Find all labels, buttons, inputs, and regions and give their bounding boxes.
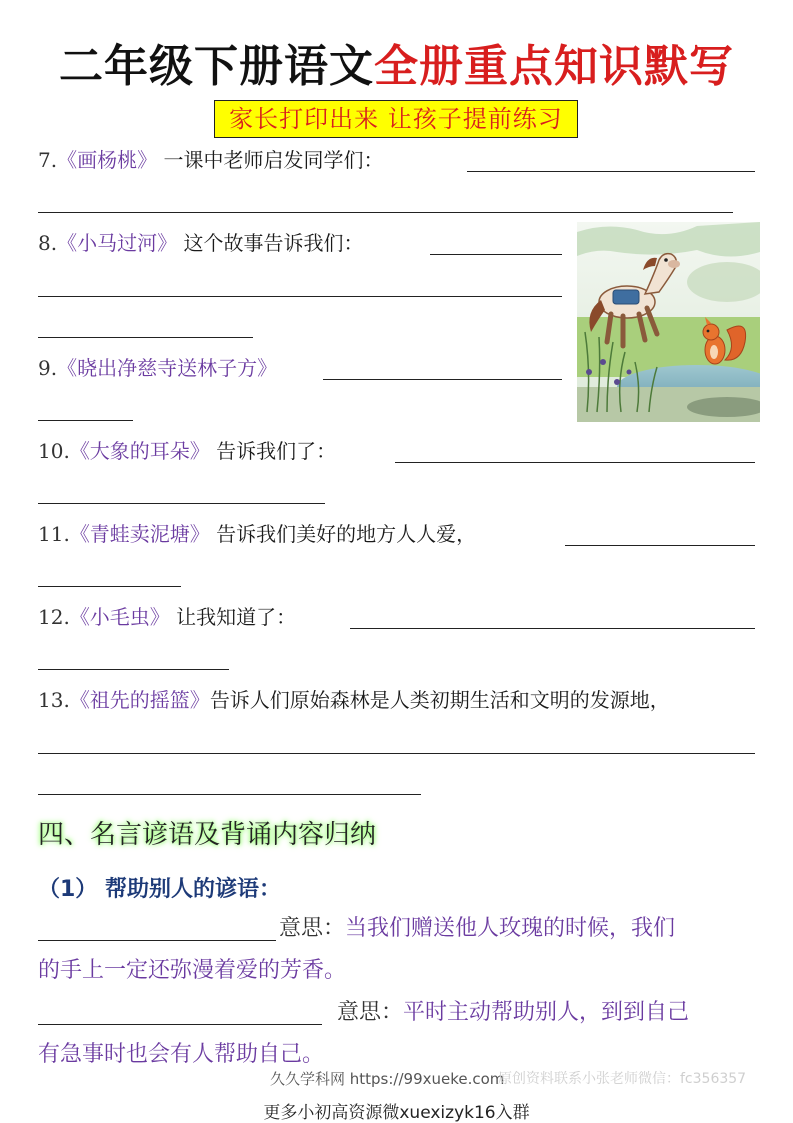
question-number: 9. (38, 356, 58, 380)
faint-watermark: 原创资料联系小张老师微信：fc356357 (498, 1071, 747, 1087)
question-number: 12. (38, 605, 70, 629)
answer-line[interactable] (565, 545, 755, 546)
question-number: 10. (38, 439, 70, 463)
page-title (0, 30, 793, 94)
question-text: 让我知道了： (169, 605, 297, 629)
question-number: 13. (38, 688, 70, 712)
subtitle-banner: 家长打印出来 让孩子提前练习 (214, 100, 578, 138)
proverb-meaning-line1 (279, 914, 675, 944)
answer-line[interactable] (38, 212, 733, 213)
question-text: 这个故事告诉我们： (177, 231, 364, 255)
answer-line[interactable] (38, 296, 562, 297)
question-13 (38, 686, 670, 714)
question-number: 7. (38, 148, 58, 172)
question-7 (38, 146, 383, 174)
question-number: 8. (38, 231, 58, 255)
proverb-answer-line[interactable] (38, 1024, 322, 1025)
meaning-label: 意思： (337, 1000, 404, 1025)
page-title-red: 全册重点知识默写 (374, 41, 734, 92)
answer-line[interactable] (38, 503, 325, 504)
answer-line[interactable] (323, 379, 562, 380)
horse-and-squirrel-illustration (577, 222, 760, 422)
book-title: 《祖先的摇篮》 (69, 688, 210, 712)
book-title: 《画杨桃》 (57, 148, 158, 172)
meaning-text: 当我们赠送他人玫瑰的时候，我们 (345, 916, 676, 941)
question-number: 11. (38, 522, 70, 546)
page-title-black: 二年级下册语文 (59, 41, 374, 92)
site-watermark: 久久学科网 https://99xueke.com (270, 1070, 505, 1088)
answer-line[interactable] (430, 254, 562, 255)
answer-line[interactable] (38, 753, 755, 754)
answer-line[interactable] (395, 462, 755, 463)
answer-line[interactable] (38, 794, 421, 795)
book-title: 《晓出净慈寺送林子方》 (57, 356, 278, 380)
proverb-meaning-line1 (337, 998, 689, 1028)
question-text: 一课中老师启发同学们： (157, 148, 384, 172)
proverb-meaning-line2: 有急事时也会有人帮助自己。 (38, 1042, 325, 1067)
book-title: 《大象的耳朵》 (69, 439, 210, 463)
book-title: 《青蛙卖泥塘》 (69, 522, 210, 546)
book-title: 《小毛虫》 (69, 605, 170, 629)
answer-line[interactable] (38, 669, 229, 670)
question-text: 告诉我们美好的地方人人爱， (209, 522, 477, 546)
answer-line[interactable] (467, 171, 755, 172)
section-heading: 四、名言谚语及背诵内容归纳 (38, 820, 377, 850)
proverb-meaning-line2: 的手上一定还弥漫着爱的芳香。 (38, 958, 347, 983)
meaning-text: 平时主动帮助别人，到到自己 (403, 1000, 690, 1025)
question-10 (38, 437, 336, 465)
question-12 (38, 603, 296, 631)
question-8 (38, 229, 363, 257)
proverb-answer-line[interactable] (38, 940, 276, 941)
answer-line[interactable] (38, 337, 253, 338)
subsection-heading: （1） 帮助别人的谚语： (38, 877, 281, 902)
question-11 (38, 520, 476, 548)
question-text: 告诉我们了： (209, 439, 337, 463)
answer-line[interactable] (350, 628, 755, 629)
book-title: 《小马过河》 (57, 231, 178, 255)
answer-line[interactable] (38, 420, 133, 421)
answer-line[interactable] (38, 586, 181, 587)
question-9 (38, 354, 277, 382)
question-text: 告诉人们原始森林是人类初期生活和文明的发源地， (209, 688, 670, 712)
meaning-label: 意思： (279, 916, 346, 941)
footer-text: 更多小初高资源微xuexizyk16入群 (263, 1103, 530, 1123)
